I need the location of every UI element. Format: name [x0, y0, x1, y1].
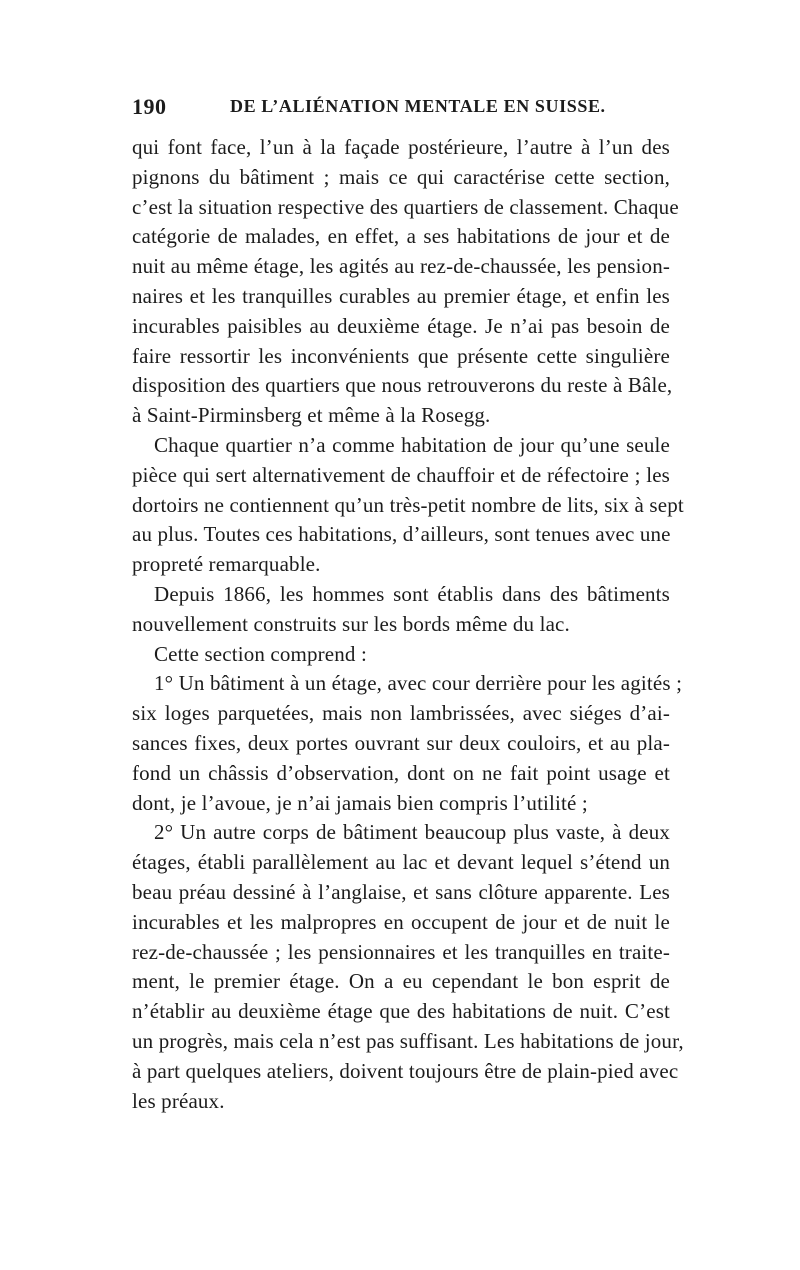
text-line: pièce qui sert alternativement de chauffoir et de réfectoire ; les: [132, 462, 670, 487]
page-header: [132, 94, 674, 124]
text-line: les préaux.: [132, 1088, 225, 1113]
text-line: faire ressortir les inconvénients que présente cette singulière: [132, 343, 670, 368]
paragraph: [132, 580, 670, 640]
text-line: rez-de-chaussée ; les pensionnaires et les tranquilles en traite-: [132, 939, 670, 964]
text-line: un progrès, mais cela n’est pas suffisant. Les habitations de jour,: [132, 1028, 684, 1053]
text-line: à Saint-Pirminsberg et même à la Rosegg.: [132, 403, 491, 428]
text-line: c’est la situation respective des quartiers de classement. Chaque: [132, 194, 679, 219]
text-line: ment, le premier étage. On a eu cependant le bon esprit de: [132, 969, 670, 994]
text-line: étages, établi parallèlement au lac et devant lequel s’étend un: [132, 850, 670, 875]
page-number: 190: [132, 94, 167, 119]
body-text: [132, 133, 684, 1116]
text-line: pignons du bâtiment ; mais ce qui caractérise cette section,: [132, 164, 670, 189]
paragraph: [132, 818, 684, 1116]
text-line: nouvellement construits sur les bords même du lac.: [132, 611, 570, 636]
text-line: six loges parquetées, mais non lambrissées, avec siéges d’ai-: [132, 701, 670, 726]
text-line: nuit au même étage, les agités au rez-de-chaussée, les pension-: [132, 254, 670, 279]
text-line: Depuis 1866, les hommes sont établis dans des bâtiments: [154, 581, 670, 606]
text-line: incurables et les malpropres en occupent de jour et de nuit le: [132, 909, 670, 934]
text-line: au plus. Toutes ces habitations, d’ailleurs, sont tenues avec une: [132, 522, 671, 547]
running-head: DE L’ALIÉNATION MENTALE EN SUISSE.: [230, 96, 606, 116]
paragraph: [132, 669, 683, 818]
paragraph: [132, 640, 670, 670]
text-line: 1° Un bâtiment à un étage, avec cour derrière pour les agités ;: [154, 671, 683, 696]
text-line: naires et les tranquilles curables au premier étage, et enfin les: [132, 283, 670, 308]
text-line: 2° Un autre corps de bâtiment beaucoup plus vaste, à deux: [154, 820, 670, 845]
text-line: dortoirs ne contiennent qu’un très-petit nombre de lits, six à sept: [132, 492, 684, 517]
text-line: à part quelques ateliers, doivent toujours être de plain-pied avec: [132, 1058, 679, 1083]
text-line: propreté remarquable.: [132, 552, 321, 577]
text-line: n’établir au deuxième étage que des habitations de nuit. C’est: [132, 999, 670, 1024]
text-line: beau préau dessiné à l’anglaise, et sans clôture apparente. Les: [132, 879, 670, 904]
paragraph: [132, 133, 679, 431]
text-line: incurables paisibles au deuxième étage. Je n’ai pas besoin de: [132, 313, 670, 338]
text-line: qui font face, l’un à la façade postérieure, l’autre à l’un des: [132, 135, 670, 159]
text-line: Cette section comprend :: [154, 641, 367, 666]
text-line: sances fixes, deux portes ouvrant sur deux couloirs, et au pla-: [132, 730, 670, 755]
text-line: dont, je l’avoue, je n’ai jamais bien compris l’utilité ;: [132, 790, 588, 815]
text-line: fond un châssis d’observation, dont on ne fait point usage et: [132, 760, 670, 785]
text-line: disposition des quartiers que nous retrouverons du reste à Bâle,: [132, 373, 673, 398]
text-line: Chaque quartier n’a comme habitation de jour qu’une seule: [154, 432, 670, 457]
text-line: catégorie de malades, en effet, a ses habitations de jour et de: [132, 224, 670, 249]
paragraph: [132, 431, 684, 580]
